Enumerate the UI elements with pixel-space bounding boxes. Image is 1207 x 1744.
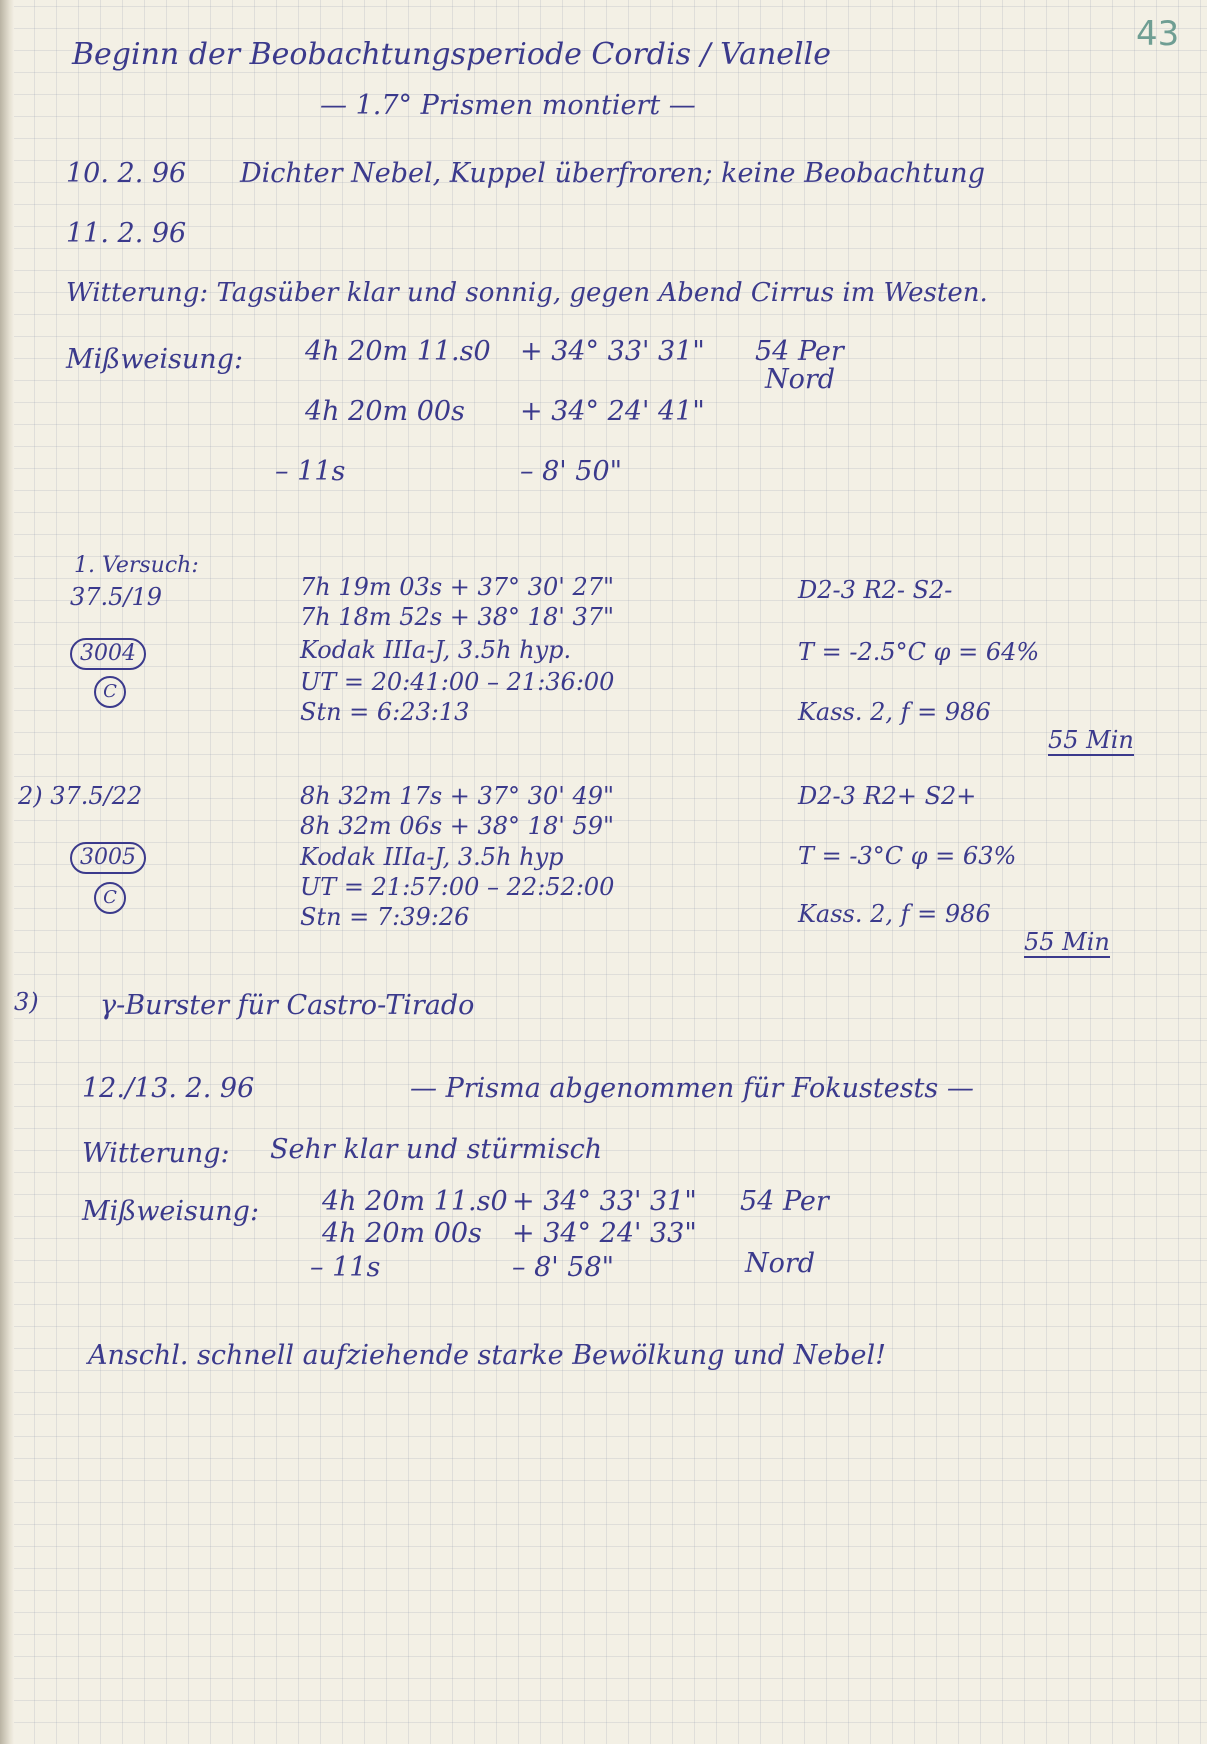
- attempt2-duration: 55 Min: [1024, 928, 1110, 956]
- entry3-miss-dec-1: + 34° 33' 31": [512, 1186, 697, 1217]
- attempt1-temp: T = -2.5°C φ = 64%: [798, 638, 1040, 666]
- attempt2-stn: Stn = 7:39:26: [300, 903, 470, 931]
- attempt3-text: γ-Burster für Castro-Tirado: [100, 990, 475, 1021]
- attempt1-mark: C: [94, 676, 126, 708]
- attempt2-ut: UT = 21:57:00 – 22:52:00: [300, 873, 615, 901]
- attempt1-ut: UT = 20:41:00 – 21:36:00: [300, 668, 615, 696]
- attempt2-temp: T = -3°C φ = 63%: [798, 842, 1017, 870]
- entry3-miss-ra-diff: – 11s: [310, 1252, 381, 1283]
- entry2-miss-label: Mißweisung:: [66, 344, 244, 375]
- page-binding: [0, 0, 14, 1744]
- attempt1-seeing: D2-3 R2- S2-: [798, 576, 953, 604]
- entry3-weather-label: Witterung:: [82, 1138, 230, 1169]
- entry3-miss-dec-2: + 34° 24' 33": [512, 1218, 697, 1249]
- attempt3-label: 3): [14, 988, 39, 1016]
- entry3-miss-star-1: 54 Per: [740, 1186, 829, 1217]
- attempt1-coord1: 7h 19m 03s + 37° 30' 27": [300, 573, 615, 601]
- entry3-miss-ra-1: 4h 20m 11.s0: [322, 1186, 508, 1217]
- miss-star-2: Nord: [765, 364, 836, 395]
- miss-star-1: 54 Per: [755, 336, 844, 367]
- entry1-date: 10. 2. 96: [66, 158, 187, 189]
- entry3-weather: Sehr klar und stürmisch: [270, 1134, 603, 1165]
- attempt1-stn: Stn = 6:23:13: [300, 698, 470, 726]
- page-title: Beginn der Beobachtungsperiode Cordis / Vanelle: [72, 37, 831, 72]
- attempt1-coord2: 7h 18m 52s + 38° 18' 37": [300, 603, 615, 631]
- miss-ra-1: 4h 20m 11.s0: [305, 336, 491, 367]
- entry3-miss-ra-2: 4h 20m 00s: [322, 1218, 482, 1249]
- entry3-date: 12./13. 2. 96: [82, 1073, 255, 1104]
- miss-dec-1: + 34° 33' 31": [520, 336, 705, 367]
- attempt1-film: Kodak IIIa-J, 3.5h hyp.: [300, 636, 572, 664]
- page-subtitle: — 1.7° Prismen montiert —: [320, 90, 696, 121]
- miss-ra-diff: – 11s: [275, 456, 346, 487]
- attempt1-duration: 55 Min: [1048, 726, 1134, 754]
- entry3-miss-dec-diff: – 8' 58": [512, 1252, 615, 1283]
- attempt1-plate: 3004: [70, 638, 146, 670]
- attempt2-plate: 3005: [70, 842, 146, 874]
- attempt1-field: 37.5/19: [70, 583, 163, 611]
- attempt2-label: 2) 37.5/22: [18, 782, 143, 810]
- miss-dec-2: + 34° 24' 41": [520, 396, 705, 427]
- closing-note: Anschl. schnell aufziehende starke Bewölkung und Nebel!: [88, 1340, 887, 1371]
- attempt1-label: 1. Versuch:: [74, 553, 199, 578]
- miss-ra-2: 4h 20m 00s: [305, 396, 465, 427]
- attempt2-cassette: Kass. 2, f = 986: [798, 900, 991, 928]
- entry3-miss-star-2: Nord: [745, 1248, 816, 1279]
- attempt2-film: Kodak IIIa-J, 3.5h hyp: [300, 843, 564, 871]
- attempt2-mark: C: [94, 882, 126, 914]
- entry2-weather: Witterung: Tagsüber klar und sonnig, gegen Abend Cirrus im Westen.: [66, 278, 988, 308]
- entry1-text: Dichter Nebel, Kuppel überfroren; keine Beobachtung: [240, 158, 985, 189]
- entry3-note: — Prisma abgenommen für Fokustests —: [410, 1073, 974, 1104]
- attempt2-seeing: D2-3 R2+ S2+: [798, 782, 977, 810]
- miss-dec-diff: – 8' 50": [520, 456, 623, 487]
- attempt2-coord1: 8h 32m 17s + 37° 30' 49": [300, 782, 615, 810]
- entry3-miss-label: Mißweisung:: [82, 1196, 260, 1227]
- attempt2-coord2: 8h 32m 06s + 38° 18' 59": [300, 812, 615, 840]
- entry2-date: 11. 2. 96: [66, 218, 187, 249]
- page-number: 43: [1136, 14, 1180, 54]
- attempt1-cassette: Kass. 2, f = 986: [798, 698, 991, 726]
